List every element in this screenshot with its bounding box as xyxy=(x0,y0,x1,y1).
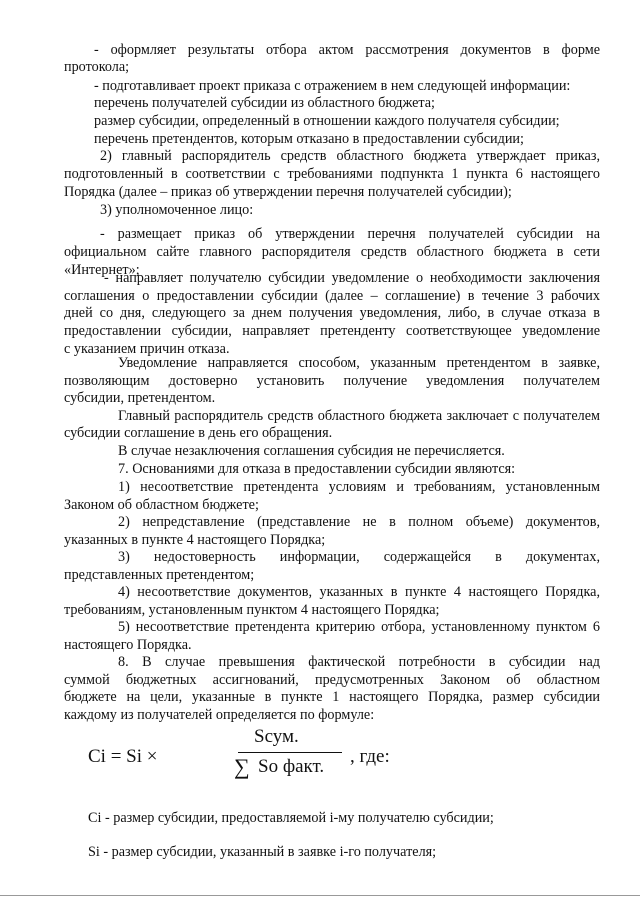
text-line: Порядка (далее – приказ об утверждении перечня получателей субсидии); xyxy=(64,184,512,200)
text-line: официальном сайте главного распорядителя средств областного бюджета в сети xyxy=(64,244,600,260)
text-line: 3) недостоверность информации, содержащейся в документах, xyxy=(118,549,600,565)
sigma-symbol: ∑ xyxy=(234,754,250,779)
text-line: перечень получателей субсидии из областного бюджета; xyxy=(94,95,436,111)
fraction-bar xyxy=(238,752,342,753)
text-line: «Интернет»; xyxy=(64,262,140,278)
formula-numerator: Sсум. xyxy=(254,726,299,747)
text-line: 4) несоответствие документов, указанных в пункте 4 настоящего Порядка, xyxy=(118,584,600,600)
text-line: Главный распорядитель средств областного бюджета заключает с получателем xyxy=(118,408,600,424)
text-line: дней со дня, следующего за днем получения уведомления, либо, в случае отказа в xyxy=(64,305,600,321)
subsidy-formula xyxy=(88,726,408,782)
text-line: - оформляет результаты отбора актом рассмотрения документов в форме xyxy=(94,42,600,58)
text-line: 7. Основаниями для отказа в предоставлении субсидии являются: xyxy=(118,461,516,477)
text-line: каждому из получателей определяется по формуле: xyxy=(64,707,375,723)
text-line: 2) главный распорядитель средств областного бюджета утверждает приказ, xyxy=(100,148,600,164)
definition-si: Si - размер субсидии, указанный в заявке i-го получателя; xyxy=(88,844,437,860)
text-line: субсидии соглашение в день его обращения. xyxy=(64,425,333,441)
formula-tail: , где: xyxy=(350,746,390,767)
text-line: предоставлении субсидии, направляет претенденту соответствующее уведомление xyxy=(64,323,600,339)
text-line: 3) уполномоченное лицо: xyxy=(100,202,254,218)
text-line: - размещает приказ об утверждении перечня получателей субсидии на xyxy=(100,226,600,242)
text-line: суммой бюджетных ассигнований, предусмотренных Законом об областном xyxy=(64,672,600,688)
formula-denominator: So факт. xyxy=(258,756,325,777)
text-line: требованиям, установленным пунктом 4 настоящего Порядка; xyxy=(64,602,440,618)
text-line: В случае незаключения соглашения субсидия не перечисляется. xyxy=(118,443,505,459)
text-line: 1) несоответствие претендента условиям и требованиям, установленным xyxy=(118,479,600,495)
text-line: 2) непредставление (представление не в полном объеме) документов, xyxy=(118,514,600,530)
text-line: Уведомление направляется способом, указанным претендентом в заявке, xyxy=(118,355,600,371)
text-line: позволяющим достоверно установить получение уведомления получателем xyxy=(64,373,600,389)
text-line: подготовленный в соответствии с требованиями подпункта 1 пункта 6 настоящего xyxy=(64,166,600,182)
text-line: перечень претендентов, которым отказано в предоставлении субсидии; xyxy=(94,131,524,147)
text-line: Законом об областном бюджете; xyxy=(64,497,259,513)
text-line: - направляет получателю субсидии уведомление о необходимости заключения xyxy=(104,270,600,286)
text-line: субсидии, претендентом. xyxy=(64,390,216,406)
text-line: представленных претендентом; xyxy=(64,567,255,583)
text-line: протокола; xyxy=(64,59,130,75)
text-line: бюджете на цели, указанные в пункте 1 настоящего Порядка, размер субсидии xyxy=(64,689,600,705)
text-line: 8. В случае превышения фактической потребности в субсидии над xyxy=(118,654,600,670)
page-bottom-edge xyxy=(0,895,640,896)
text-line: с указанием причин отказа. xyxy=(64,341,230,357)
text-line: указанных в пункте 4 настоящего Порядка; xyxy=(64,532,326,548)
text-line: 5) несоответствие претендента критерию отбора, установленному пунктом 6 xyxy=(118,619,600,635)
text-line: настоящего Порядка. xyxy=(64,637,192,653)
text-line: - подготавливает проект приказа с отражением в нем следующей информации: xyxy=(94,78,571,94)
definition-ci: Ci - размер субсидии, предоставляемой i-му получателю субсидии; xyxy=(88,810,494,826)
text-line: размер субсидии, определенный в отношении каждого получателя субсидии; xyxy=(94,113,560,129)
formula-lhs: Ci = Si × xyxy=(88,746,158,767)
text-line: соглашения о предоставлении субсидии (далее – соглашение) в течение 3 рабочих xyxy=(64,288,600,304)
